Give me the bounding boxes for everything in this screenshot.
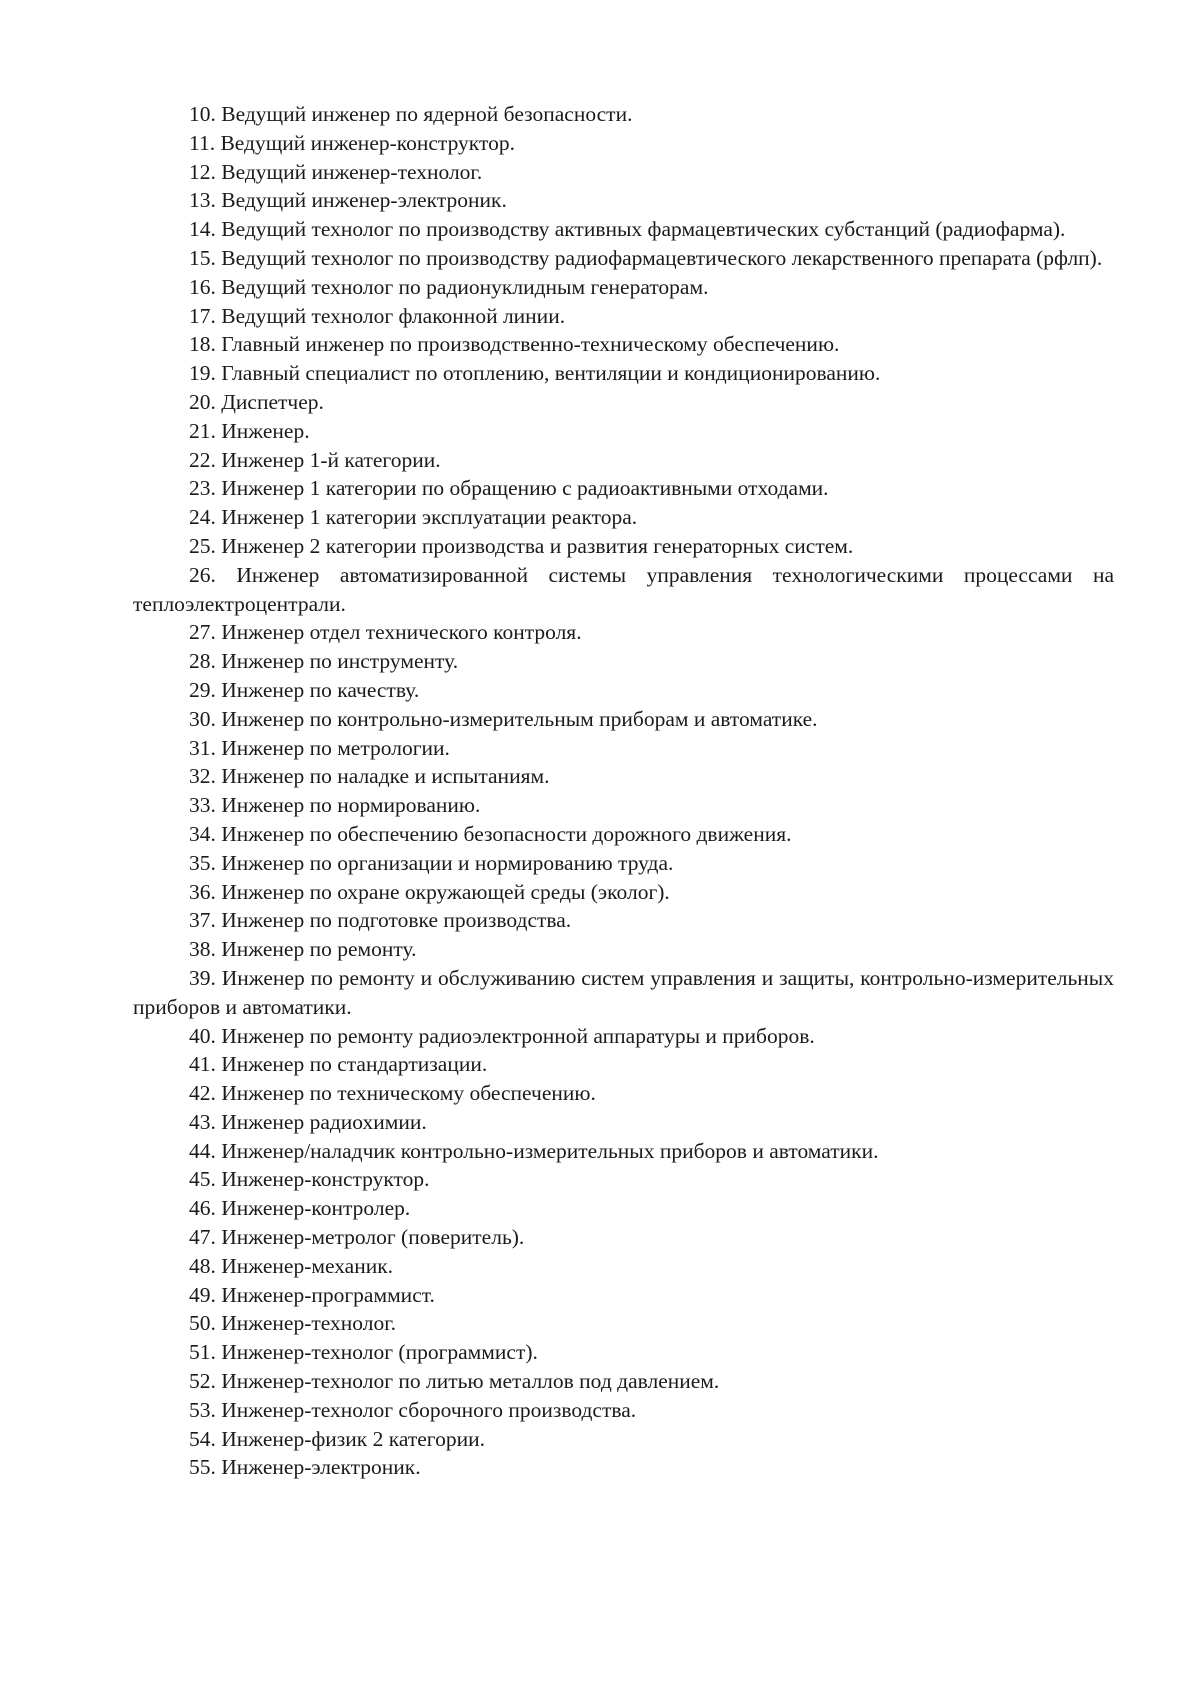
list-item: 50. Инженер-технолог. — [189, 1311, 396, 1336]
list-item: 14. Ведущий технолог по производству активных фармацевтических субстанций (радиофарма). — [189, 217, 1066, 242]
list-item: 52. Инженер-технолог по литью металлов под давлением. — [189, 1369, 720, 1394]
list-item: 28. Инженер по инструменту. — [189, 649, 459, 674]
list-item: 11. Ведущий инженер-конструктор. — [189, 130, 515, 155]
list-item: 15. Ведущий технолог по производству радиофармацевтического лекарственного препарата (рфлп). — [189, 245, 1103, 270]
list-item: 48. Инженер-механик. — [189, 1253, 394, 1278]
list-item: 34. Инженер по обеспечению безопасности дорожного движения. — [189, 821, 792, 846]
list-item: 37. Инженер по подготовке производства. — [189, 908, 572, 933]
list-item: 40. Инженер по ремонту радиоэлектронной аппаратуры и приборов. — [189, 1023, 815, 1048]
list-item: 42. Инженер по техническому обеспечению. — [189, 1081, 596, 1106]
list-item: 22. Инженер 1-й категории. — [189, 447, 441, 472]
list-item: 35. Инженер по организации и нормированию труда. — [189, 850, 674, 875]
list-item: 53. Инженер-технолог сборочного производства. — [189, 1397, 637, 1422]
list-item: 47. Инженер-метролог (поверитель). — [189, 1225, 525, 1250]
list-item: 24. Инженер 1 категории эксплуатации реактора. — [189, 505, 638, 530]
list-item: 33. Инженер по нормированию. — [189, 793, 481, 818]
list-item: 19. Главный специалист по отоплению, вентиляции и кондиционированию. — [189, 361, 881, 386]
list-item: 51. Инженер-технолог (программист). — [189, 1340, 538, 1365]
list-item: 39. Инженер по ремонту и обслуживанию систем управления и защиты, контрольно-измерительных приборов и автоматики. — [133, 965, 1114, 1019]
list-item: 26. Инженер автоматизированной системы управления технологическими процессами на теплоэлектроцентрали. — [133, 562, 1114, 616]
list-item: 10. Ведущий инженер по ядерной безопасности. — [189, 102, 633, 126]
list-item: 36. Инженер по охране окружающей среды (эколог). — [189, 879, 670, 904]
list-item: 23. Инженер 1 категории по обращению с радиоактивными отходами. — [189, 476, 829, 501]
position-list — [133, 100, 1114, 1482]
list-item: 17. Ведущий технолог флаконной линии. — [189, 303, 566, 328]
list-item: 27. Инженер отдел технического контроля. — [189, 620, 582, 645]
list-item: 21. Инженер. — [189, 418, 310, 443]
list-item: 44. Инженер/наладчик контрольно-измерительных приборов и автоматики. — [189, 1138, 879, 1163]
list-item: 18. Главный инженер по производственно-техническому обеспечению. — [189, 332, 840, 357]
list-item: 46. Инженер-контролер. — [189, 1196, 411, 1221]
list-item: 43. Инженер радиохимии. — [189, 1109, 427, 1134]
list-item: 32. Инженер по наладке и испытаниям. — [189, 764, 550, 789]
list-item: 41. Инженер по стандартизации. — [189, 1052, 488, 1077]
list-item: 54. Инженер-физик 2 категории. — [189, 1426, 485, 1451]
list-item: 29. Инженер по качеству. — [189, 677, 420, 702]
list-item: 13. Ведущий инженер-электроник. — [189, 188, 507, 213]
list-item: 38. Инженер по ремонту. — [189, 937, 417, 962]
list-item: 45. Инженер-конструктор. — [189, 1167, 430, 1192]
list-item: 20. Диспетчер. — [189, 389, 324, 414]
list-item: 55. Инженер-электроник. — [189, 1455, 421, 1480]
list-item: 30. Инженер по контрольно-измерительным приборам и автоматике. — [189, 706, 818, 731]
list-item: 31. Инженер по метрологии. — [189, 735, 450, 760]
list-item: 16. Ведущий технолог по радионуклидным генераторам. — [189, 274, 709, 299]
list-item: 12. Ведущий инженер-технолог. — [189, 159, 483, 184]
list-item: 25. Инженер 2 категории производства и развития генераторных систем. — [189, 533, 854, 558]
list-item: 49. Инженер-программист. — [189, 1282, 435, 1307]
